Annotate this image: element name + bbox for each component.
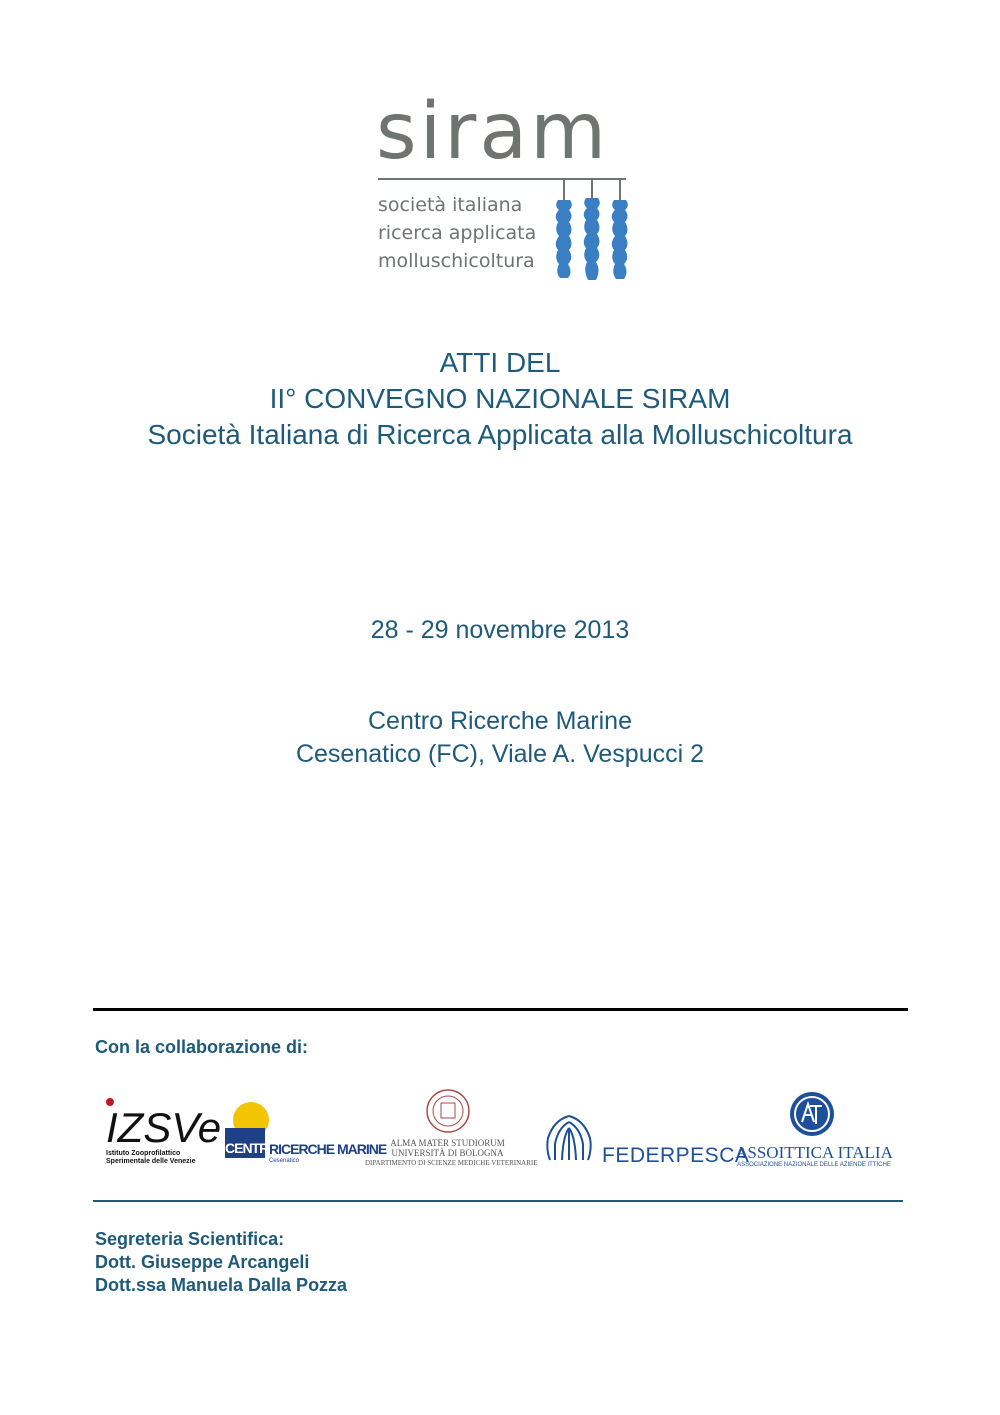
- siram-logo-wordmark: siram: [376, 87, 610, 177]
- title-line-3: Società Italiana di Ricerca Applicata alla Molluschicoltura: [147, 419, 853, 450]
- izsve-subtitle-1: Istituto Zooprofilattico: [106, 1150, 181, 1157]
- unibo-line-3: DIPARTIMENTO DI SCIENZE MEDICHE VETERINARIE: [365, 1159, 538, 1167]
- crm-ricerche-marine-text: RICERCHE MARINE: [269, 1141, 387, 1157]
- title-line-2: II° CONVEGNO NAZIONALE SIRAM: [269, 383, 731, 414]
- logo-tagline-line2: ricerca applicata: [378, 222, 537, 244]
- logo-tagline-line3: molluschicoltura: [378, 250, 535, 272]
- assoittica-subtitle: ASSOCIAZIONE NAZIONALE DELLE AZIENDE ITTICHE: [737, 1162, 891, 1168]
- izsve-logo: [104, 1088, 222, 1168]
- collaboration-heading: Con la collaborazione di:: [95, 1037, 309, 1057]
- logo-tagline-line1: società italiana: [378, 194, 523, 216]
- secretariat-member-2: Dott.ssa Manuela Dalla Pozza: [95, 1275, 348, 1295]
- izsve-subtitle-2: Sperimentale delle Venezie: [106, 1158, 196, 1165]
- divider-top: [93, 1008, 908, 1011]
- crm-subtitle: Cesenatico: [269, 1158, 300, 1164]
- event-dates: 28 - 29 novembre 2013: [370, 616, 630, 644]
- federpesca-eagle-icon: [542, 1110, 596, 1166]
- assoittica-logo: [728, 1088, 900, 1168]
- federpesca-logo: [540, 1088, 750, 1168]
- centro-ricerche-marine-logo: [225, 1088, 387, 1168]
- izsve-mark: IZSVe: [106, 1104, 222, 1151]
- unibo-seal-icon: [425, 1088, 471, 1134]
- unibo-line-2: UNIVERSITÀ DI BOLOGNA: [391, 1148, 504, 1158]
- assoittica-text: ASSOITTICA ITALIA: [735, 1143, 893, 1162]
- assoittica-emblem-icon: [788, 1090, 836, 1138]
- secretariat-member-1: Dott. Giuseppe Arcangeli: [95, 1252, 310, 1272]
- unibo-line-1: ALMA MATER STUDIORUM: [390, 1138, 505, 1148]
- crm-centro-text: CENTRO: [225, 1140, 279, 1156]
- title-line-1: ATTI DEL: [439, 347, 561, 378]
- unibo-logo: [365, 1088, 538, 1168]
- secretariat-heading: Segreteria Scientifica:: [95, 1229, 285, 1249]
- event-venue: Centro Ricerche Marine: [368, 707, 632, 735]
- mussel-strings-icon: [548, 176, 638, 286]
- divider-bottom: [93, 1200, 903, 1202]
- event-address: Cesenatico (FC), Viale A. Vespucci 2: [295, 740, 705, 768]
- federpesca-text: FEDERPESCA: [602, 1144, 750, 1167]
